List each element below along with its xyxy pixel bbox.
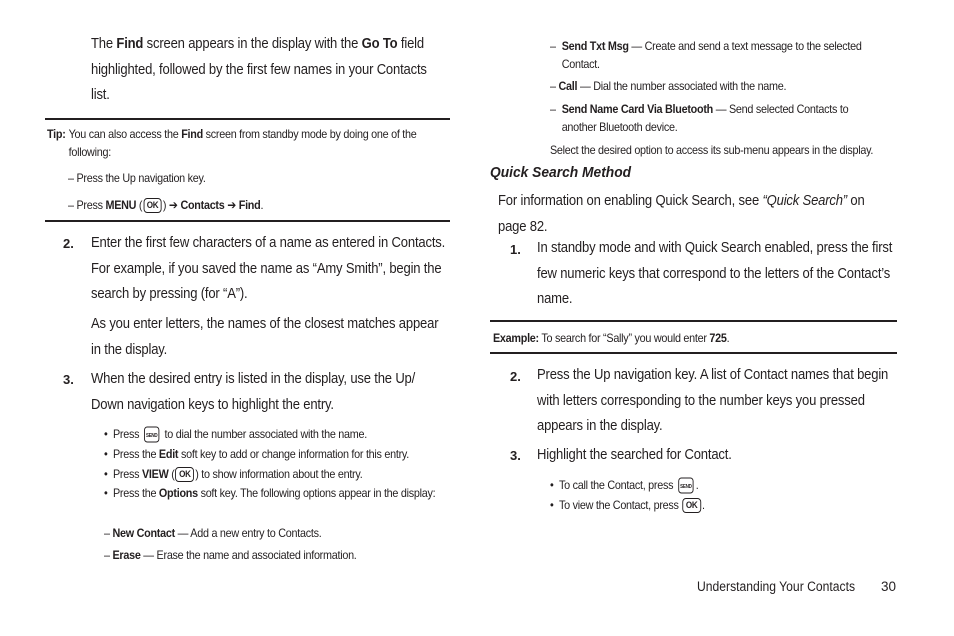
ok-key-icon: OK (682, 498, 701, 513)
list-item: • Press the Edit soft key to add or change information for this entry. (104, 444, 451, 464)
send-key-icon (144, 426, 160, 443)
example-bottom-rule (490, 352, 897, 354)
find-term: Find (116, 36, 144, 52)
tip-bottom-rule (45, 220, 450, 222)
right-step-1-text: In standby mode and with Quick Search enabled, press the first few numeric keys that correspond to the letters of the Contact’s name. (537, 240, 893, 307)
svg-text:SEND: SEND (680, 485, 692, 491)
step-number: 1. (510, 242, 521, 257)
list-item: • Press VIEW ( OK ) to show information about the entry. (104, 464, 451, 484)
example-top-rule (490, 320, 897, 322)
goto-term: Go To (361, 36, 398, 52)
list-item: • To call the Contact, press SEND . (550, 475, 874, 495)
tip-label: Tip: (47, 127, 66, 141)
example-label: Example: (493, 331, 539, 345)
step-3-text: When the desired entry is listed in the display, use the Up/ Down navigation keys to highlight the entry. (91, 371, 416, 413)
list-item: • Press the Options soft key. The following options appear in the display: (104, 484, 451, 502)
tip-box: Tip: You can also access the Find screen from standby mode by doing one of the following: (47, 127, 417, 159)
intro-paragraph: The Find screen appears in the display with the Go To field highlighted, followed by the first few names in your Contacts list. (91, 36, 427, 103)
right-bullet-list (550, 475, 874, 515)
quick-search-info: For information on enabling Quick Search, see “Quick Search” on page 82. (498, 193, 865, 235)
cross-reference: “Quick Search” (762, 193, 847, 209)
left-bullet-list (104, 424, 451, 502)
step-2-text: Enter the first few characters of a name as entered in Contacts. For example, if you saved the name as “Amy Smith”, begin the search by pressing (for “A”). (91, 235, 446, 302)
list-item: • To view the Contact, press OK . (550, 495, 874, 515)
tip-line-up-key: – Press the Up navigation key. (68, 171, 206, 185)
right-step-2-text: Press the Up navigation key. A list of Contact names that begin with letters corresponding to the number keys you pressed appears in the display. (537, 367, 889, 434)
step-number: 2. (510, 369, 521, 384)
ok-key-icon: OK (143, 198, 162, 213)
tip-line-menu-path: – Press MENU ( OK ) ➔ Contacts ➔ Find. (68, 198, 264, 212)
right-step-3-text: Highlight the searched for Contact. (537, 447, 732, 463)
send-key-icon (678, 477, 694, 494)
footer-section-title: Understanding Your Contacts (697, 579, 856, 594)
section-heading: Quick Search Method (490, 164, 632, 181)
option-call: – Call — Dial the number associated with the name. (550, 79, 787, 93)
step-number: 3. (63, 372, 74, 387)
svg-text:SEND: SEND (146, 434, 158, 440)
option-new-contact: – New Contact — Add a new entry to Contacts. (104, 526, 322, 540)
example-value: 725 (709, 331, 727, 345)
step-2-subtext: As you enter letters, the names of the closest matches appear in the display. (91, 316, 439, 358)
page-number: 30 (881, 579, 897, 594)
option-send-name-card: – Send Name Card Via Bluetooth — Send selected Contacts to another Bluetooth device. (550, 102, 849, 134)
option-erase: – Erase — Erase the name and associated information. (104, 548, 357, 562)
step-number: 2. (63, 236, 74, 251)
step-number: 3. (510, 448, 521, 463)
list-item: • Press SEND to dial the number associated with the name. (104, 424, 451, 444)
option-select-note: Select the desired option to access its sub-menu appears in the display. (550, 143, 874, 157)
ok-key-icon: OK (175, 467, 194, 482)
option-send-txt-msg: – Send Txt Msg — Create and send a text message to the selected Contact. (550, 39, 862, 71)
tip-top-rule (45, 118, 450, 120)
example-box: Example: To search for “Sally” you would enter 725. (493, 331, 730, 345)
